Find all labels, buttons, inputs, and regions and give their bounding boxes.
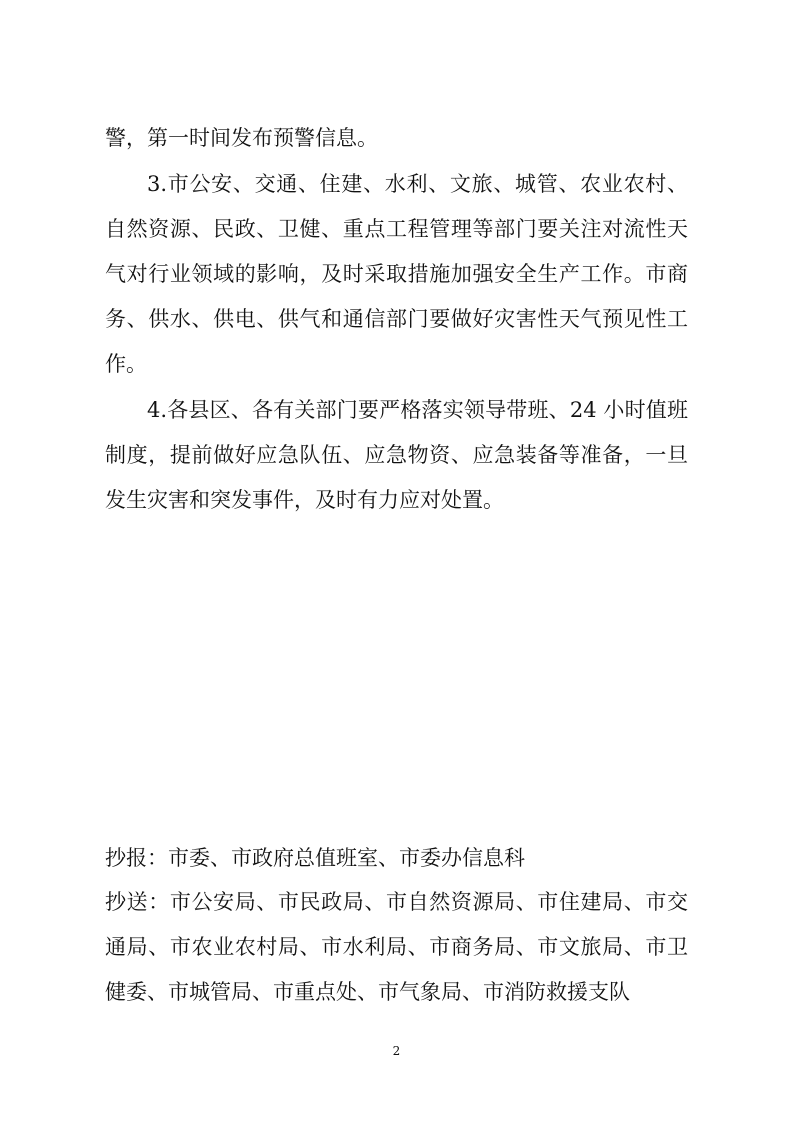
copy-to-line-1: 抄送：市公安局、市民政局、市自然资源局、市住建局、市交: [105, 890, 688, 914]
copy-to-line-2: 通局、市农业农村局、市水利局、市商务局、市文旅局、市卫: [105, 935, 688, 959]
paragraph-3: [105, 169, 688, 379]
copy-to-line-3: 健委、市城管局、市重点处、市气象局、市消防救援支队: [105, 980, 630, 1004]
paragraph-3-line-2: 自然资源、民政、卫健、重点工程管理等部门要关注对流性天: [105, 217, 688, 241]
paragraph-4-line-3: 发生灾害和突发事件，及时有力应对处置。: [105, 488, 504, 512]
paragraph-4-line-1: 4.各县区、各有关部门要严格落实领导带班、24 小时值班: [147, 398, 688, 422]
paragraph-3-line-4: 务、供水、供电、供气和通信部门要做好灾害性天气预见性工: [105, 307, 688, 331]
paragraph-4: [105, 395, 688, 515]
body-line: 警，第一时间发布预警信息。: [105, 126, 378, 150]
page-number: 2: [392, 1044, 401, 1058]
paragraph-3-line-3: 气对行业领域的影响，及时采取措施加强安全生产工作。市商: [105, 262, 688, 286]
distribution-block: [105, 843, 688, 1007]
report-to-line: 抄报：市委、市政府总值班室、市委办信息科: [105, 846, 525, 870]
paragraph-3-line-1: 3.市公安、交通、住建、水利、文旅、城管、农业农村、: [147, 172, 688, 196]
paragraph-4-line-2: 制度，提前做好应急队伍、应急物资、应急装备等准备，一旦: [105, 443, 688, 467]
paragraph-3-line-5: 作。: [105, 352, 147, 376]
body-continuation: [105, 123, 688, 153]
